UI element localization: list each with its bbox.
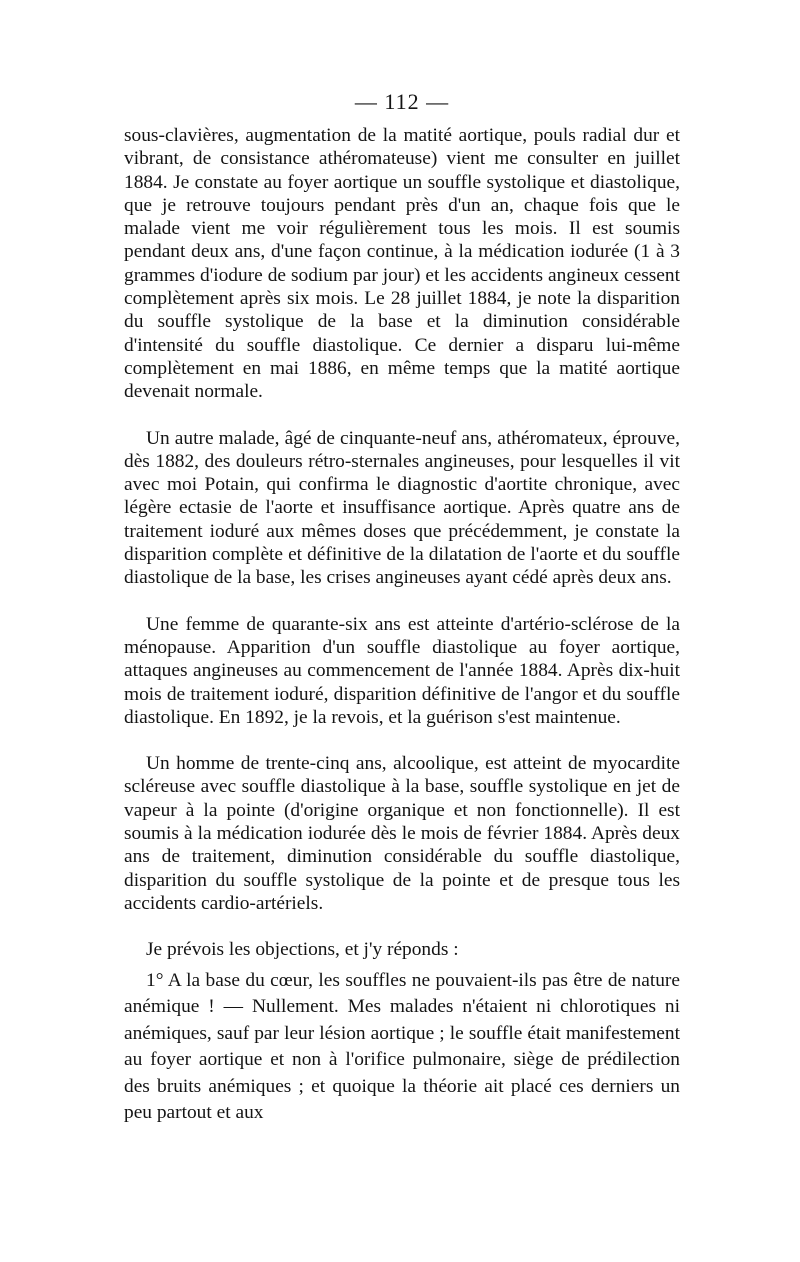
paragraph-objections-intro: Je prévois les objections, et j'y réponds : [146,939,459,961]
paragraph-case-continuation: sous-clavières, augmentation de la matité aortique, pouls radial dur et vibrant, de consistance athéromateuse) vient me consulter en juillet 1884. Je constate au foyer aortique un souffle systolique et diastolique, que je retrouve toujours pendant près d'un an, chaque fois que le malade vient me voir régulièrement tous les mois. Il est soumis pendant deux ans, d'une façon continue, à la médication iodurée (1 à 3 grammes d'iodure de sodium par jour) et les accidents angineux cessent complètement après six mois. Le 28 juillet 1884, je note la disparition du souffle systolique de la base et la diminution considérable d'intensité du souffle diastolique. Ce dernier a disparu lui-même complètement en mai 1886, en même temps que la matité aortique devenait normale. [124,125,680,403]
paragraph-objection-one: 1° A la base du cœur, les souffles ne pouvaient-ils pas être de nature anémique ! — Nullement. Mes malades n'étaient ni chlorotiques ni anémiques, sauf par leur lésion aortique ; le souffle était manifestement au foyer aortique et non à l'orifice pulmonaire, siège de prédilection des bruits anémiques ; et quoique la théorie ait placé ces derniers un peu partout et aux [124,969,680,1123]
page-number: — 112 — [354,89,450,114]
book-page [124,88,680,1127]
paragraph-second-patient: Un autre malade, âgé de cinquante-neuf ans, athéromateux, éprouve, dès 1882, des douleurs rétro-sternales angineuses, pour lesquelles il vit avec moi Potain, qui confirma le diagnostic d'aortite chronique, avec légère ectasie de l'aorte et insuffisance aortique. Après quatre ans de traitement ioduré aux mêmes doses que précédemment, je constate la disparition complète et définitive de la dilatation de l'aorte et du souffle diastolique de la base, les crises angineuses ayant cédé après deux ans. [124,427,680,589]
paragraph-third-patient: Une femme de quarante-six ans est atteinte d'artério-sclérose de la ménopause. Apparition d'un souffle diastolique au foyer aortique, attaques angineuses au commencement de l'année 1884. Après dix-huit mois de traitement ioduré, disparition définitive de l'angor et du souffle diastolique. En 1892, je la revois, et la guérison s'est maintenue. [124,613,680,728]
paragraph-fourth-patient: Un homme de trente-cinq ans, alcoolique, est atteint de myocardite scléreuse avec souffle diastolique à la base, souffle systolique en jet de vapeur à la pointe (d'origine organique et non fonctionnelle). Il est soumis à la médication iodurée dès le mois de février 1884. Après deux ans de traitement, diminution considérable du souffle diastolique, disparition du souffle systolique de la pointe et de presque tous les accidents cardio-artériels. [124,753,680,914]
